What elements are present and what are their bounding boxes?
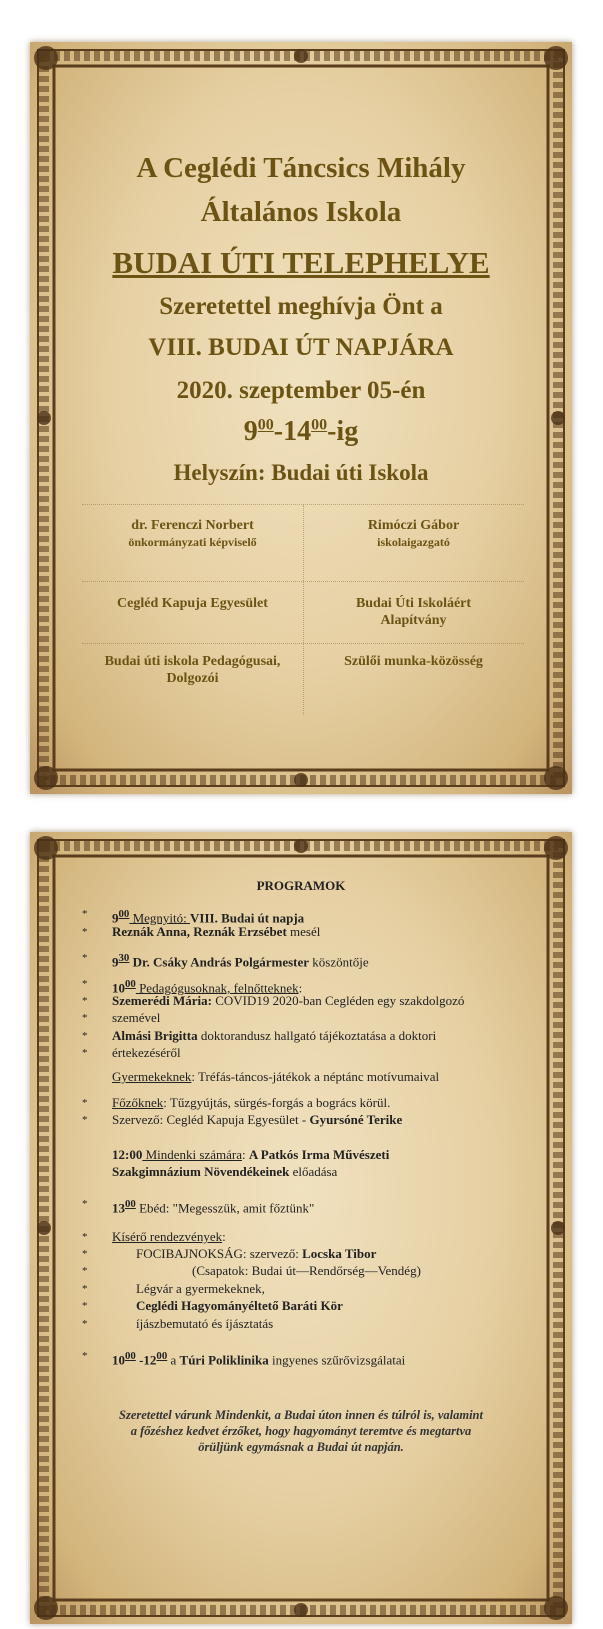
host-cell: Rimóczi Gábor iskolaigazgató (367, 518, 460, 549)
school-name-line2: Általános Iskola (200, 196, 402, 228)
host-cell: Budai úti iskola Pedagógusai, Dolgozói (104, 654, 281, 686)
event-date: 2020. szeptember 05-én (176, 377, 426, 404)
host-cell: dr. Ferenczi Norbert önkormányzati képviselő (128, 518, 257, 549)
school-name-line1: A Ceglédi Táncsics Mihály (136, 152, 466, 184)
invitation-page (30, 42, 572, 794)
host-cell: Cegléd Kapuja Egyesület (117, 596, 268, 611)
program-page (30, 832, 572, 1624)
invite-line2: VIII. BUDAI ÚT NAPJÁRA (148, 334, 454, 361)
host-cell: Szülői munka-közösség (344, 654, 483, 669)
host-cell: Budai Úti Iskoláért Alapítvány (355, 596, 472, 628)
closing-message: Szeretettel várunk Mindenkit, a Budai úton innen és túlról is, valamint a főzéshez kedvet érzőket, hogy hagyományt teremtve és megtartva örüljünk egymásnak a Budai út napján. (119, 1408, 483, 1454)
event-time: $9^{00}-14^{00}-ig$ (243, 416, 359, 447)
program-title: PROGRAMOK (256, 878, 346, 893)
program-list: * $9^{00}$ Megnyitó: VIII. Budai út napja * Reznák Anna, Reznák Erzsébet mesél * $9^{30}$ Dr. Csáky András Polgármester köszöntője * $10^{00}$ Pedagógusoknak, felnőtteknek: * Szemerédi Mária: COVID19 2020-ban Cegléden egy szakdolgozó * szemével * Almási Brigitta doktorandusz hallgató tájékoztatása a doktori * értekezéséről Gyermekeknek: Tréfás-táncos-játékok a néptánc motívumaival * Főzőknek: Tűzgyújtás, sürgés-forgás a bogrács körül. * Szervező: Cegléd Kapuja Egyesület - Gyursóné Terike 12:00 Mindenki számára: A Patkós Irma Művészeti Szakgimnázium Növendékeinek előadása * $13^{00}$ Ebéd: "Megesszük, amit főztünk" * Kísérő rendezvények: * FOCIBAJNOKSÁG: szervező: Locska Tibor * (Csapatok: Budai út—Rendőrség—Vendég) * Légvár a gyermekeknek, * Ceglédi Hagyományéltető Baráti Kör * íjászbemutató és íjásztatás * $10^{00}$ $-12^{00}$ a Túri Poliklinika ingyenes szűrővizsgálatai (82, 908, 465, 1368)
school-site-title: BUDAI ÚTI TELEPHELYE (112, 245, 490, 280)
hosts-table (82, 504, 524, 715)
event-venue: Helyszín: Budai úti Iskola (173, 460, 429, 485)
invite-line1: Szeretettel meghívja Önt a (159, 293, 443, 320)
